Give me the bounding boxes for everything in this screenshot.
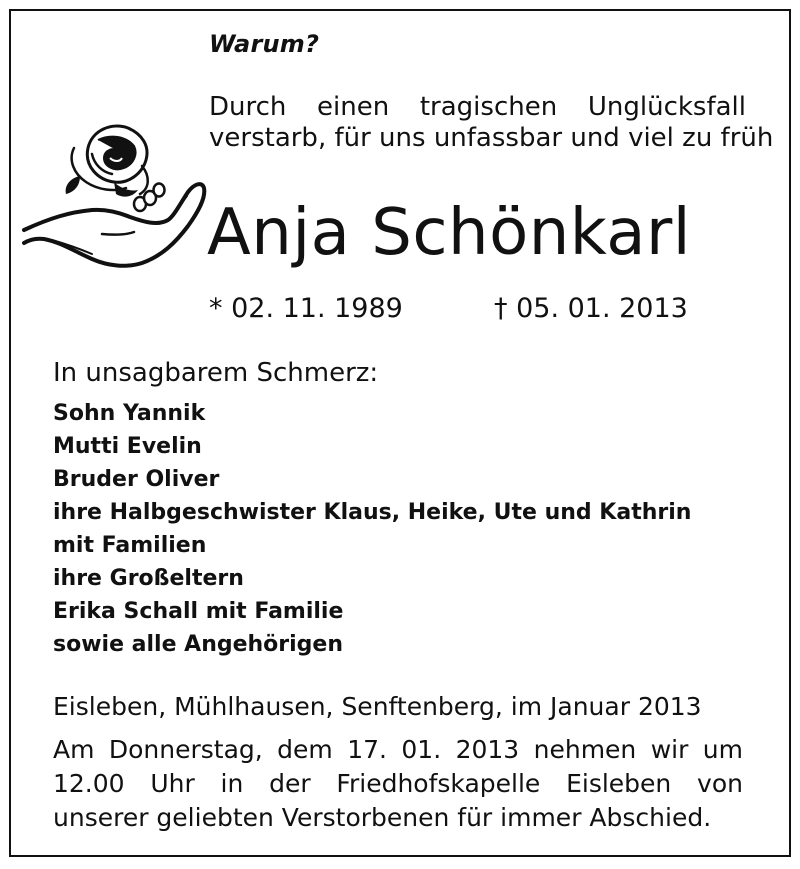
mourner: ihre Großeltern [53, 566, 244, 591]
intro-line: verstarb, für uns unfassbar und viel zu früh [209, 123, 774, 153]
mourner: sowie alle Angehörigen [53, 632, 344, 657]
funeral-announcement [53, 733, 743, 835]
birth-date: * 02. 11. 1989 [209, 293, 403, 324]
mourner: Bruder Oliver [53, 467, 220, 492]
intro-line: Durch einen tragischen Unglücksfall [209, 92, 746, 122]
place-and-date: Eisleben, Mühlhausen, Senftenberg, im Januar 2013 [53, 692, 702, 721]
mourner: mit Familien [53, 533, 207, 558]
life-dates [209, 292, 691, 326]
mourner: ihre Halbgeschwister Klaus, Heike, Ute und Kathrin [53, 500, 692, 525]
funeral-line: Am Donnerstag, dem 17. 01. 2013 nehmen wir um [53, 735, 743, 764]
funeral-line: 12.00 Uhr in der Friedhofskapelle Eisleben von [53, 769, 743, 798]
grief-intro: In unsagbarem Schmerz: [53, 358, 379, 388]
mourner: Erika Schall mit Familie [53, 599, 344, 624]
rose-in-hand-icon [22, 118, 208, 278]
mourner: Sohn Yannik [53, 401, 206, 426]
funeral-line: unserer geliebten Verstorbenen für immer Abschied. [53, 803, 712, 832]
deceased-name: Anja Schönkarl [207, 196, 692, 270]
mourner: Mutti Evelin [53, 434, 202, 459]
mourners-list [53, 397, 691, 661]
intro-text [209, 92, 774, 154]
death-date: † 05. 01. 2013 [494, 293, 688, 324]
motto: Warum? [209, 30, 320, 58]
